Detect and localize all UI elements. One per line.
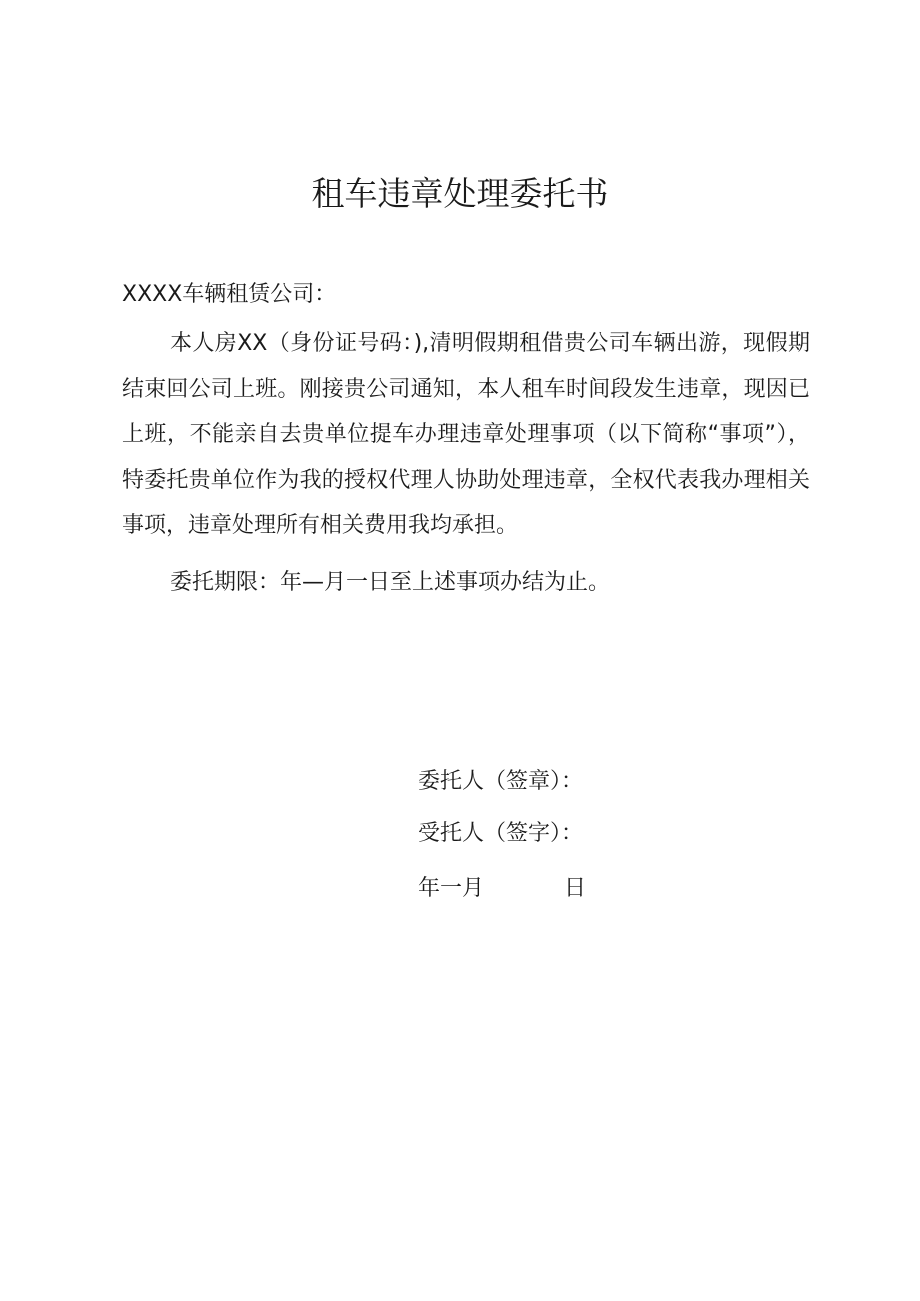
salutation: XXXX车辆租赁公司： [122, 282, 337, 307]
date-prefix: 年一月 [418, 876, 485, 901]
body-paragraph: 本人房XX（身份证号码：),清明假期租借贵公司车辆出游，现假期结束回公司上班。刚接贵公司通知，本人租车时间段发生违章，现因已上班，不能亲自去贵单位提车办理违章处理事项（以下简称“事项”），特委托贵单位作为我的授权代理人协助处理违章，全权代表我办理相关事项，违章处理所有相关费用我均承担。 [122, 331, 810, 538]
date-day: 日 [564, 876, 587, 901]
principal-signature-line: 委托人（签章）： [418, 769, 584, 794]
document-title: 租车违章处理委托书 [311, 174, 609, 213]
signature-date-line [418, 872, 586, 906]
agent-signature-line: 受托人（签字）： [418, 821, 584, 846]
term-paragraph: 委托期限：年—月一日至上述事项办结为止。 [170, 570, 611, 595]
